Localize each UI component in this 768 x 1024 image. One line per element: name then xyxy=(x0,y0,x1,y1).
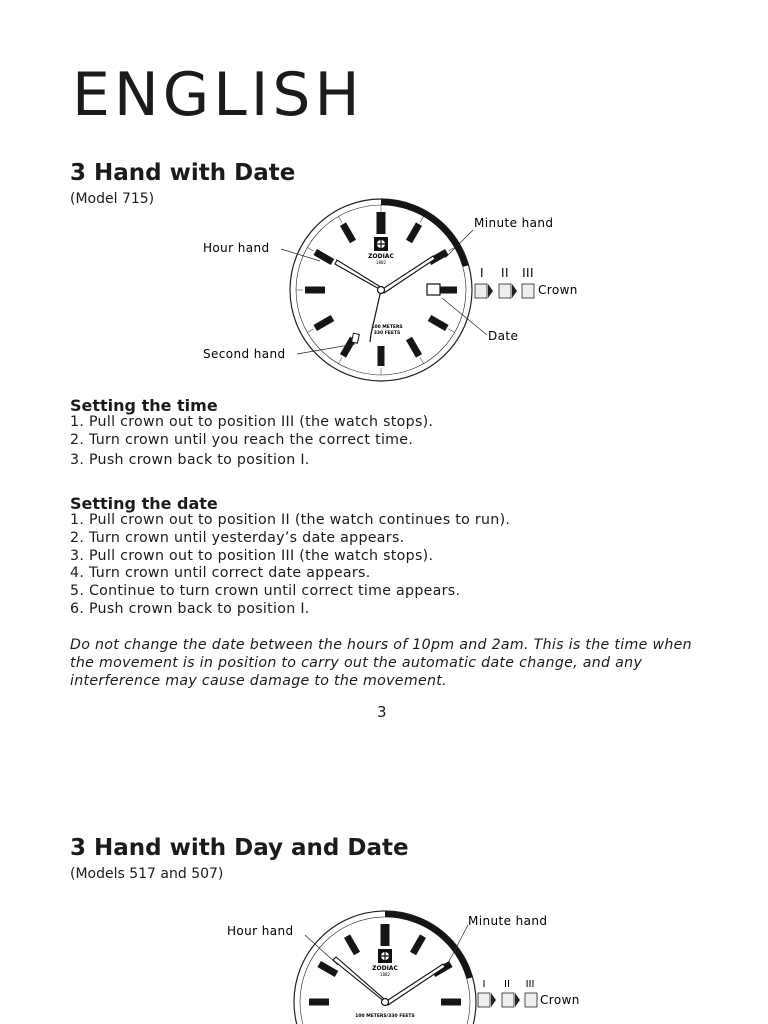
crown-label: Crown xyxy=(540,993,580,1007)
crown-position-3: III xyxy=(525,979,535,990)
brand-text: ZODIAC xyxy=(372,965,398,972)
list-item: 3. Pull crown out to position III (the watch stops). xyxy=(70,547,434,564)
brand-year-text: 1882 xyxy=(375,260,387,265)
crown-position-1: I xyxy=(482,979,486,990)
watch-diagram-day-date xyxy=(215,905,615,1024)
list-item: 4. Turn crown until correct date appears. xyxy=(70,565,371,582)
dial-depth-text: 100 METERS/330 FEETS xyxy=(355,1014,415,1019)
watch-diagram-date xyxy=(195,198,615,388)
crown-position-2: II xyxy=(504,979,510,990)
setting-time-steps xyxy=(70,414,433,469)
list-item: 6. Push crown back to position I. xyxy=(70,600,310,617)
hour-hand-label: Hour hand xyxy=(203,241,270,255)
setting-date-heading: Setting the date xyxy=(70,494,218,513)
second-hand-label: Second hand xyxy=(203,347,286,361)
minute-hand-label: Minute hand xyxy=(468,914,548,928)
date-label: Date xyxy=(488,329,519,343)
list-item: 3. Push crown back to position I. xyxy=(70,451,310,468)
crown-positions xyxy=(475,284,534,298)
dial-depth-text: 100 METERS xyxy=(371,325,403,330)
language-heading: ENGLISH xyxy=(72,60,364,130)
dial-depth-text-feet: 330 FEETS xyxy=(373,331,401,336)
list-item: 1. Pull crown out to position II (the watch continues to run). xyxy=(70,512,511,528)
hour-hand-label: Hour hand xyxy=(227,924,294,938)
watch-face xyxy=(290,199,472,381)
model-label: (Model 715) xyxy=(70,191,155,207)
watch-face-2 xyxy=(294,911,476,1024)
crown-positions xyxy=(478,993,537,1007)
crown-position-3: III xyxy=(522,266,534,280)
zodiac-logo xyxy=(378,949,392,963)
zodiac-logo xyxy=(374,237,388,251)
crown-label: Crown xyxy=(538,283,578,297)
brand-text: ZODIAC xyxy=(368,253,394,260)
date-window xyxy=(427,284,440,295)
model-label-2: (Models 517 and 507) xyxy=(70,866,224,882)
setting-date-steps xyxy=(70,512,510,619)
section-title-3-hand-day-date: 3 Hand with Day and Date xyxy=(70,835,409,861)
crown-position-2: II xyxy=(501,266,509,280)
date-change-warning: Do not change the date between the hours of 10pm and 2am. This is the time when the movement is in position to carry out the automatic date change, and any interference may cause damage to the movement. xyxy=(70,637,692,689)
brand-year-text: 1882 xyxy=(379,972,391,977)
minute-hand-label: Minute hand xyxy=(474,216,554,230)
crown-position-1: I xyxy=(480,266,484,280)
list-item: 5. Continue to turn crown until correct time appears. xyxy=(70,583,461,600)
page-number: 3 xyxy=(377,703,387,721)
list-item: 2. Turn crown until you reach the correct time. xyxy=(70,431,414,448)
setting-time-heading: Setting the time xyxy=(70,396,218,415)
list-item: 1. Pull crown out to position III (the watch stops). xyxy=(70,414,434,430)
list-item: 2. Turn crown until yesterday’s date appears. xyxy=(70,529,405,546)
section-title-3-hand-date: 3 Hand with Date xyxy=(70,160,296,186)
